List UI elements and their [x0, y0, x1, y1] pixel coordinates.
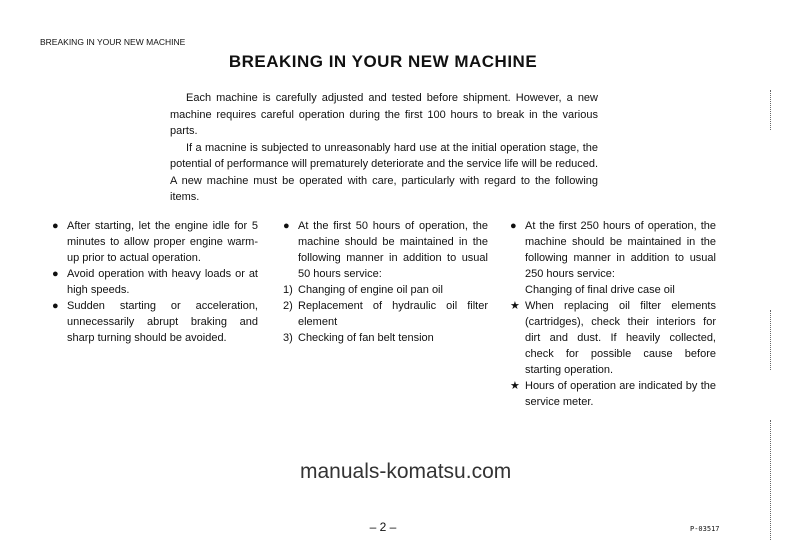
item-text: At the first 50 hours of operation, the machine should be maintained in the following manner in addition to usual 50 hours service: — [298, 220, 488, 280]
item-number: 2) — [283, 300, 293, 312]
numbered-item — [283, 330, 488, 346]
margin-mark — [770, 90, 772, 130]
item-number: 1) — [283, 284, 293, 296]
intro-paragraph: Each machine is carefully adjusted and tested before shipment. However, a new machine requires careful operation during the first 100 hours to break in the various parts. — [170, 92, 598, 137]
list-item — [283, 218, 488, 282]
bullet-icon: ● — [52, 300, 59, 312]
note-item — [510, 298, 716, 378]
column-2 — [283, 218, 488, 346]
star-icon: ★ — [510, 380, 520, 392]
item-text: Avoid operation with heavy loads or at high speeds. — [67, 268, 258, 296]
item-text: Checking of fan belt tension — [298, 332, 434, 344]
running-header: BREAKING IN YOUR NEW MACHINE — [40, 37, 186, 47]
margin-mark — [770, 310, 772, 370]
sub-item: Changing of final drive case oil — [525, 284, 675, 296]
column-1 — [52, 218, 258, 346]
item-text: Hours of operation are indicated by the service meter. — [525, 380, 716, 408]
star-icon: ★ — [510, 300, 520, 312]
numbered-item — [283, 298, 488, 330]
bullet-icon: ● — [52, 220, 59, 232]
page-number: – 2 – — [369, 520, 397, 534]
bullet-icon: ● — [510, 220, 517, 232]
note-item — [510, 378, 716, 410]
intro-paragraph: If a macnine is subjected to unreasonably hard use at the initial operation stage, the potential of performance will prematurely deteriorate and the service life will be reduced. A new machine must be operated with care, particularly with regard to the following items. — [170, 141, 598, 203]
list-item — [52, 298, 258, 346]
column-3 — [510, 218, 716, 410]
item-text: When replacing oil filter elements (cartridges), check their interiors for dirt and dust. If heavily collected, check for possible cause before starting operation. — [525, 300, 716, 376]
watermark: manuals-komatsu.com — [300, 460, 512, 483]
list-item — [510, 218, 716, 282]
item-text: At the first 250 hours of operation, the machine should be maintained in the following manner in addition to usual 250 hours service: — [525, 220, 716, 280]
document-code: P-03517 — [690, 525, 720, 533]
item-text: After starting, let the engine idle for 5 minutes to allow proper engine warm-up prior to actual operation. — [67, 220, 258, 264]
list-item — [52, 266, 258, 298]
item-text: Changing of engine oil pan oil — [298, 284, 443, 296]
bullet-icon: ● — [283, 220, 290, 232]
numbered-item — [283, 282, 488, 298]
page-title: BREAKING IN YOUR NEW MACHINE — [228, 52, 538, 71]
bullet-icon: ● — [52, 268, 59, 280]
item-text: Replacement of hydraulic oil filter element — [298, 300, 488, 328]
list-item — [52, 218, 258, 266]
item-number: 3) — [283, 332, 293, 344]
item-text: Sudden starting or acceleration, unnecessarily abrupt braking and sharp turning should be avoided. — [67, 300, 258, 344]
margin-mark — [770, 420, 772, 540]
intro — [170, 90, 598, 206]
